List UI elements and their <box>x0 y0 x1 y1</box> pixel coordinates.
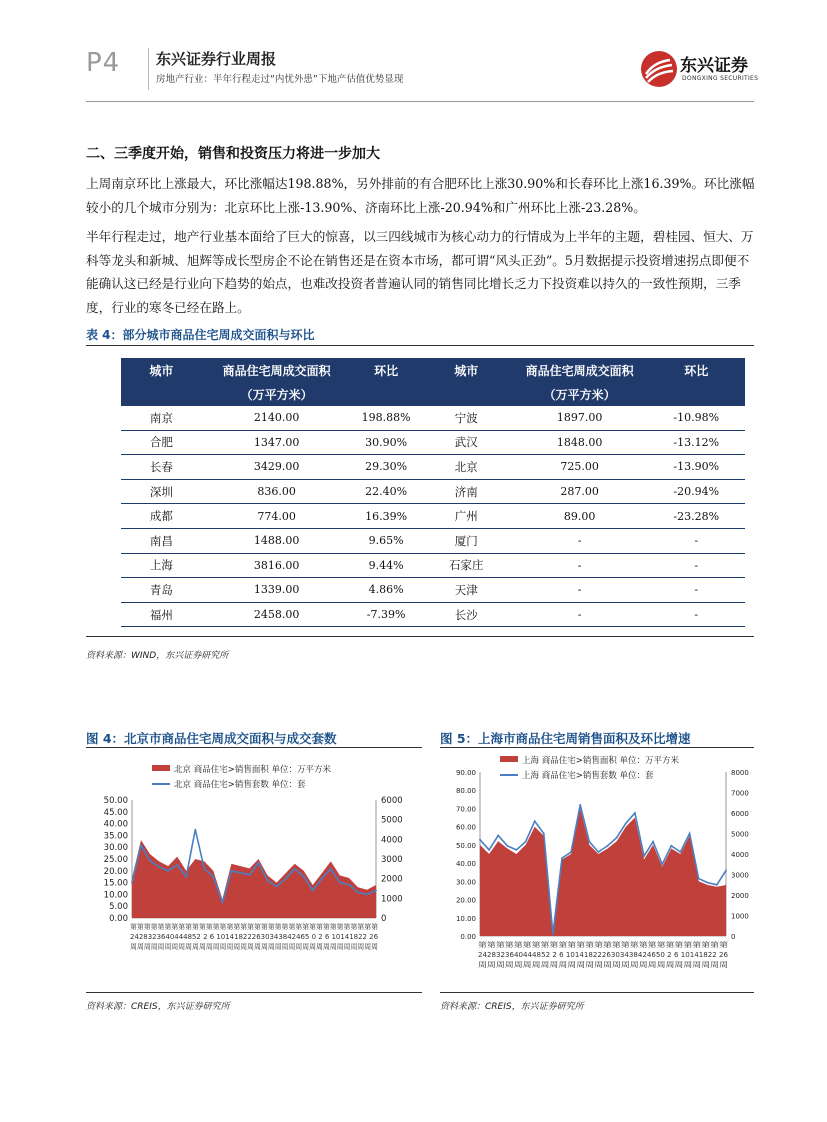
unit-cell <box>352 382 421 406</box>
right-tick-label: 3000 <box>731 871 749 880</box>
left-tick-label: 0.00 <box>109 914 128 924</box>
data-point-units-sold <box>258 862 260 864</box>
data-point-units-sold <box>561 857 563 859</box>
table-cell: 青岛 <box>121 578 202 603</box>
data-point-units-sold <box>598 851 600 853</box>
shanghai-sales-chart <box>440 752 754 990</box>
table-cell: -20.94% <box>647 479 745 504</box>
table-cell: - <box>647 602 745 627</box>
table-cell: - <box>512 578 648 603</box>
right-tick-label: 1000 <box>731 912 749 921</box>
header-rule <box>86 101 754 102</box>
table-cell: - <box>512 553 648 578</box>
data-point-units-sold <box>176 864 178 866</box>
data-point-units-sold <box>366 894 368 896</box>
table-cell: 725.00 <box>512 455 648 480</box>
table-cell: 南京 <box>121 406 202 430</box>
figure-5-source-rule <box>440 992 754 993</box>
table-cell: -23.28% <box>647 504 745 529</box>
table-cell: 天津 <box>421 578 512 603</box>
table-row <box>121 602 745 627</box>
data-point-units-sold <box>497 835 499 837</box>
table-cell: - <box>647 578 745 603</box>
right-tick-label: 4000 <box>731 851 749 859</box>
table-cell: -10.98% <box>647 406 745 430</box>
data-point-units-sold <box>303 876 305 878</box>
table-row <box>121 406 745 430</box>
left-tick-label: 80.00 <box>455 787 476 796</box>
data-point-units-sold <box>194 829 196 831</box>
right-tick-label: 2000 <box>731 892 749 900</box>
unit-cell <box>421 382 512 406</box>
x-tick-labels-bot: 周周周周周周周周周周周周周周周周周周周周周周周周周周周周周周周周周周周周 <box>130 943 378 951</box>
table-caption-rule <box>86 345 754 346</box>
right-tick-label: 5000 <box>731 830 749 839</box>
table-cell: 2458.00 <box>202 602 352 627</box>
table-cell: -13.12% <box>647 430 745 455</box>
right-tick-label: 4000 <box>381 835 403 846</box>
table-cell: 30.90% <box>352 430 421 455</box>
right-tick-label: 6000 <box>381 796 403 806</box>
data-point-units-sold <box>185 876 187 878</box>
right-tick-label: 7000 <box>731 789 749 798</box>
data-point-units-sold <box>698 878 700 880</box>
table-cell: -7.39% <box>352 602 421 627</box>
unit-cell <box>647 382 745 406</box>
section-title: 二、三季度开始，销售和投资压力将进一步加大 <box>86 146 380 162</box>
left-tick-label: 30.00 <box>455 878 476 887</box>
table-cell: 9.44% <box>352 553 421 578</box>
figure-4-caption-rule <box>86 747 422 748</box>
header-divider <box>148 48 149 90</box>
paragraph-2 <box>86 225 758 319</box>
legend-label: 北京 商品住宅>销售面积 单位：万平方米 <box>174 765 332 775</box>
table-cell: 武汉 <box>421 430 512 455</box>
data-point-units-sold <box>680 851 682 853</box>
data-point-units-sold <box>339 882 341 884</box>
data-point-units-sold <box>506 845 508 847</box>
table-source-rule <box>86 636 754 637</box>
data-point-units-sold <box>634 812 636 814</box>
table-cell: 89.00 <box>512 504 648 529</box>
data-point-units-sold <box>643 855 645 857</box>
report-title: 东兴证券行业周报 <box>156 50 277 68</box>
left-tick-label: 20.00 <box>103 866 128 877</box>
data-point-units-sold <box>375 890 377 892</box>
table-cell: - <box>512 528 648 553</box>
report-subtitle: 房地产行业：半年行程走过“内忧外患”下地产估值优势显现 <box>156 74 404 85</box>
data-point-units-sold <box>140 844 142 846</box>
paragraph-1 <box>86 172 758 219</box>
left-tick-label: 20.00 <box>455 896 476 905</box>
left-tick-label: 60.00 <box>455 823 476 832</box>
data-point-units-sold <box>716 884 718 886</box>
table-cell: -13.90% <box>647 455 745 480</box>
data-point-units-sold <box>276 886 278 888</box>
table-cell: 成都 <box>121 504 202 529</box>
paragraph-2-text: 半年行程走过，地产行业基本面给了巨大的惊喜，以三四线城市为核心动力的行情成为上半年的主题，碧桂园、恒大、万科等龙头和新城、旭辉等成长型房企不论在销售还是在资本市场，都可谓“风头正劲”。5月数据提示投资增速拐点即便不能确认这已经是行业向下趋势的始点，也难改投资者普遍认同的销售同比增长乏力下投资难以持久的一致性预期，三季度，行业的寒冬已经在路上。 <box>86 229 754 315</box>
series-area-sales-area <box>132 840 376 918</box>
data-point-units-sold <box>231 870 233 872</box>
figure-5-caption-rule <box>440 747 754 748</box>
data-point-units-sold <box>570 851 572 853</box>
data-point-units-sold <box>240 872 242 874</box>
data-point-units-sold <box>294 868 296 870</box>
data-point-units-sold <box>661 863 663 865</box>
table-cell: 合肥 <box>121 430 202 455</box>
table-cell: 长沙 <box>421 602 512 627</box>
right-tick-label: 8000 <box>731 769 749 777</box>
data-point-units-sold <box>312 890 314 892</box>
left-tick-label: 0.00 <box>460 933 476 941</box>
table-cell: 1347.00 <box>202 430 352 455</box>
unit-cell: （万平方米） <box>512 382 648 406</box>
data-point-units-sold <box>357 892 359 894</box>
series-area-sales-area <box>480 808 726 936</box>
data-point-units-sold <box>249 874 251 876</box>
table-cell: 1339.00 <box>202 578 352 603</box>
table-unit-row <box>121 382 745 406</box>
data-point-units-sold <box>330 868 332 870</box>
data-point-units-sold <box>158 866 160 868</box>
table-cell: 4.86% <box>352 578 421 603</box>
table-cell: 287.00 <box>512 479 648 504</box>
left-tick-label: 10.00 <box>455 914 476 923</box>
figure-5-caption: 图 5：上海市商品住宅周销售面积及环比增速 <box>440 731 691 746</box>
col-header: 商品住宅周成交面积 <box>512 358 648 382</box>
data-point-units-sold <box>131 882 133 884</box>
data-point-units-sold <box>670 845 672 847</box>
data-point-units-sold <box>579 804 581 806</box>
table-cell: 1488.00 <box>202 528 352 553</box>
table-cell: 广州 <box>421 504 512 529</box>
left-tick-label: 45.00 <box>103 807 128 818</box>
logo-text: 东兴证券 <box>680 56 748 76</box>
col-header: 城市 <box>121 358 202 382</box>
table-cell: 3816.00 <box>202 553 352 578</box>
table-cell: - <box>512 602 648 627</box>
paragraph-1-text: 上周南京环比上涨最大，环比涨幅达198.88%，另外排前的有合肥环比上涨30.90%和长春环比上涨16.39%。环比涨幅较小的几个城市分别为：北京环比上涨-13.90%、济南环比上涨-20.94%和广州环比上涨-23.28%。 <box>86 176 755 215</box>
right-tick-label: 3000 <box>381 855 403 865</box>
table-cell: 1848.00 <box>512 430 648 455</box>
col-header: 环比 <box>647 358 745 382</box>
table-cell: 长春 <box>121 455 202 480</box>
table-cell: 16.39% <box>352 504 421 529</box>
data-point-units-sold <box>616 837 618 839</box>
table-cell: 深圳 <box>121 479 202 504</box>
table-cell: - <box>647 528 745 553</box>
table-row <box>121 504 745 529</box>
data-point-units-sold <box>149 860 151 862</box>
legend-label: 上海 商品住宅>销售面积 单位：万平方米 <box>522 756 680 766</box>
table-cell: 石家庄 <box>421 553 512 578</box>
data-point-units-sold <box>167 870 169 872</box>
logo-en-text: DONGXING SECURITIES <box>682 75 759 82</box>
table-caption: 表 4：部分城市商品住宅周成交面积与环比 <box>86 328 315 342</box>
data-point-units-sold <box>222 901 224 903</box>
table-cell: 宁波 <box>421 406 512 430</box>
table-cell: 南昌 <box>121 528 202 553</box>
table-source: 资料来源：WIND，东兴证券研究所 <box>86 651 229 661</box>
data-point-units-sold <box>588 841 590 843</box>
table-cell: 上海 <box>121 553 202 578</box>
table-row <box>121 578 745 603</box>
left-tick-label: 90.00 <box>455 769 476 777</box>
data-point-units-sold <box>625 822 627 824</box>
right-tick-label: 0 <box>381 914 387 924</box>
data-point-units-sold <box>534 820 536 822</box>
data-point-units-sold <box>348 884 350 886</box>
x-tick-labels-mid: 2428323640444852 2 6 1014182226303438424650 2 6 10141822 26 <box>478 951 729 959</box>
table-cell: - <box>647 553 745 578</box>
col-header: 商品住宅周成交面积 <box>202 358 352 382</box>
left-tick-label: 50.00 <box>455 841 476 850</box>
figure-4-source: 资料来源：CREIS，东兴证券研究所 <box>86 1002 230 1012</box>
table-row <box>121 553 745 578</box>
table-cell: 198.88% <box>352 406 421 430</box>
table-cell: 济南 <box>421 479 512 504</box>
left-tick-label: 10.00 <box>103 890 128 901</box>
data-point-units-sold <box>689 833 691 835</box>
x-tick-labels-mid: 2428323640444852 2 6 101418222630343842465 0 2 6 10141822 26 <box>130 933 379 941</box>
data-point-units-sold <box>607 845 609 847</box>
beijing-sales-chart <box>86 752 422 990</box>
data-point-units-sold <box>203 868 205 870</box>
left-tick-label: 15.00 <box>103 878 128 889</box>
table-row <box>121 479 745 504</box>
table-cell: 9.65% <box>352 528 421 553</box>
data-point-units-sold <box>525 841 527 843</box>
right-tick-label: 5000 <box>381 815 403 826</box>
legend-label: 上海 商品住宅>销售套数 单位：套 <box>522 771 654 781</box>
data-point-units-sold <box>212 876 214 878</box>
table-header-row <box>121 358 745 382</box>
data-point-units-sold <box>543 833 545 835</box>
city-sales-table <box>121 358 745 627</box>
figure-4-source-rule <box>86 992 422 993</box>
x-tick-labels-top: 第第第第第第第第第第第第第第第第第第第第第第第第第第第第 <box>478 941 674 949</box>
table-cell: 北京 <box>421 455 512 480</box>
table-cell: 836.00 <box>202 479 352 504</box>
left-tick-label: 70.00 <box>455 805 476 814</box>
col-header: 城市 <box>421 358 512 382</box>
right-tick-label: 1000 <box>381 894 403 905</box>
x-tick-labels-top: 第第第第第第第第第第第第第第第第第第第第第第第第第第第第第第第第第第第第 <box>130 923 382 931</box>
figure-4-caption: 图 4：北京市商品住宅周成交面积与成交套数 <box>86 731 337 746</box>
unit-cell <box>121 382 202 406</box>
left-tick-label: 35.00 <box>103 831 128 842</box>
col-header: 环比 <box>352 358 421 382</box>
company-logo <box>640 48 775 90</box>
legend-label: 北京 商品住宅>销售套数 单位：套 <box>174 780 306 790</box>
right-tick-label: 2000 <box>381 874 403 885</box>
data-point-units-sold <box>725 870 727 872</box>
unit-cell: （万平方米） <box>202 382 352 406</box>
figure-5-source: 资料来源：CREIS，东兴证券研究所 <box>440 1002 584 1012</box>
table-row <box>121 430 745 455</box>
data-point-units-sold <box>267 880 269 882</box>
data-point-units-sold <box>321 878 323 880</box>
table-cell: 22.40% <box>352 479 421 504</box>
data-point-units-sold <box>707 882 709 884</box>
data-point-units-sold <box>488 849 490 851</box>
data-point-units-sold <box>285 878 287 880</box>
x-tick-labels-bot: 周周周周周周周周周周周周周周周周周周周周周周周周周周周周 <box>478 961 728 969</box>
right-tick-label: 6000 <box>731 810 749 818</box>
table-cell: 厦门 <box>421 528 512 553</box>
left-tick-label: 50.00 <box>103 796 128 806</box>
table-cell: 3429.00 <box>202 455 352 480</box>
legend-swatch-area <box>500 756 518 762</box>
data-point-units-sold <box>652 841 654 843</box>
logo-mark-icon <box>640 50 678 88</box>
table-row <box>121 528 745 553</box>
table-row <box>121 455 745 480</box>
left-tick-label: 25.00 <box>103 855 128 865</box>
left-tick-label: 30.00 <box>103 843 128 854</box>
left-tick-label: 40.00 <box>455 860 476 869</box>
legend-swatch-area <box>152 765 170 771</box>
right-tick-label: 0 <box>731 933 736 941</box>
table-cell: 1897.00 <box>512 406 648 430</box>
page-number: P4 <box>86 48 121 78</box>
left-tick-label: 5.00 <box>109 902 128 913</box>
table-cell: 29.30% <box>352 455 421 480</box>
data-point-units-sold <box>516 849 518 851</box>
table-cell: 福州 <box>121 602 202 627</box>
left-tick-label: 40.00 <box>103 819 128 830</box>
data-point-units-sold <box>479 839 481 841</box>
table-cell: 774.00 <box>202 504 352 529</box>
data-point-units-sold <box>552 933 554 935</box>
table-cell: 2140.00 <box>202 406 352 430</box>
